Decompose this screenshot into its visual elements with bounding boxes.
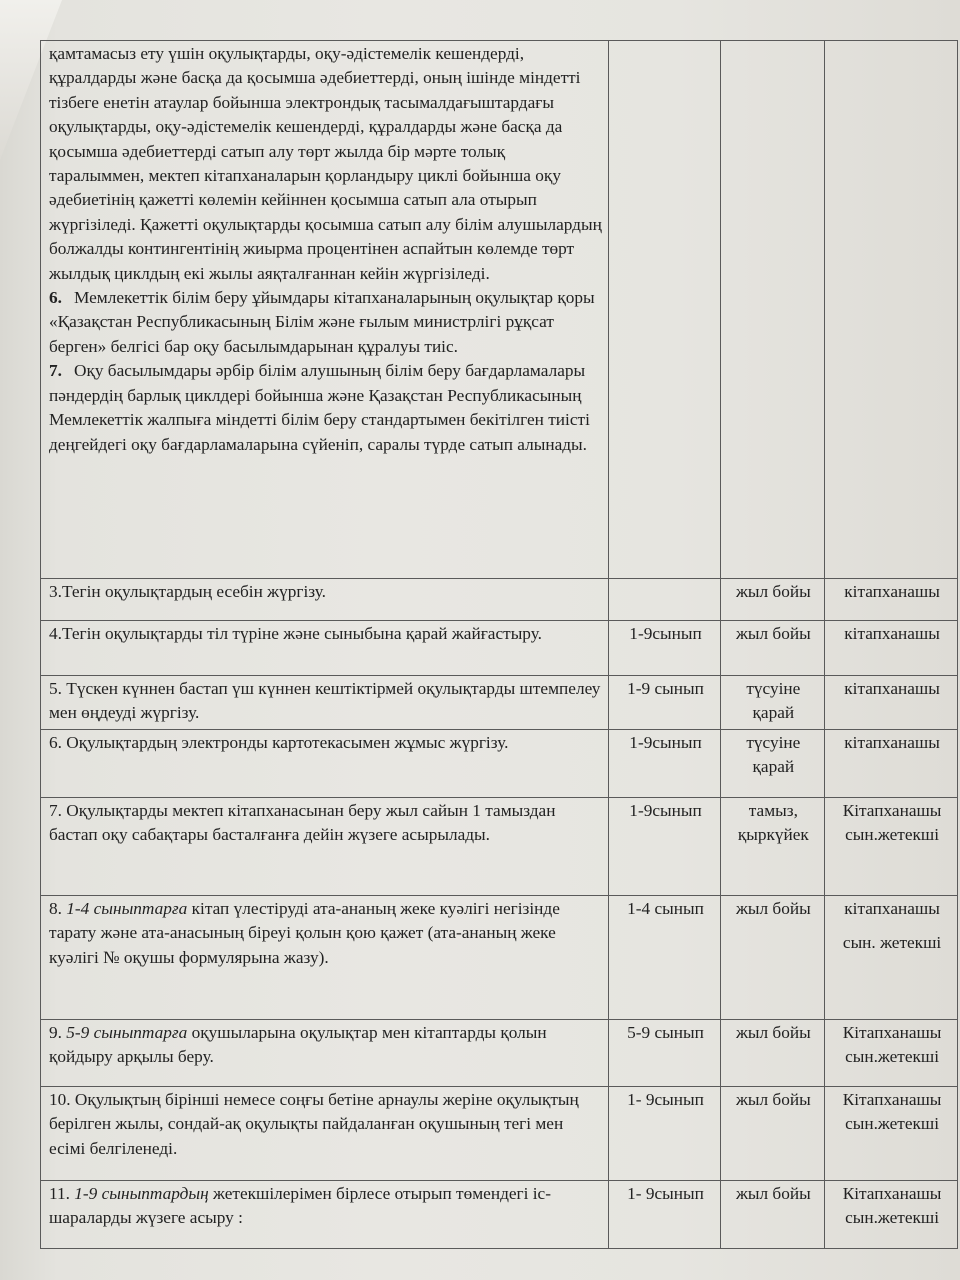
table-row-intro [41, 41, 958, 579]
table-row [41, 1086, 958, 1180]
point-6-number: 6. [49, 288, 62, 308]
task-text: 10. Оқулықтың бірінші немесе соңғы бетіне арнаулы жеріне оқулықтың берілген жылы, сондай-ақ оқулықты пайдаланған оқушының тегі мен есімі белгіленеді. [49, 1089, 579, 1158]
grade-cell: 1- 9сынып [609, 1086, 720, 1180]
responsible-cell: кітапханашы [825, 621, 958, 676]
task-number: 8. [49, 898, 67, 918]
task-text: 5. Түскен күннен бастап үш күннен кештіктірмей оқулықтарды штемпелеу мен өңдеуді жүргізу. [49, 679, 601, 723]
task-number: 11. [49, 1183, 75, 1203]
table-row [41, 1180, 958, 1248]
table-row [41, 1019, 958, 1086]
point-7 [49, 359, 602, 457]
grade-cell: 1- 9сынып [609, 1180, 720, 1248]
grade-cell: 1-9сынып [609, 621, 720, 676]
period-cell: жыл бойы [720, 1019, 825, 1086]
period-cell: жыл бойы [720, 1086, 825, 1180]
grade-cell: 1-4 сынып [609, 895, 720, 1019]
table-row [41, 729, 958, 797]
task-text: 7. Оқулықтарды мектеп кітапханасынан беру жыл сайын 1 тамыздан бастап оқу сабақтары басталғанға дейін жүзеге асырылады. [49, 800, 556, 845]
task-cell [41, 1086, 609, 1180]
task-italic-text: 5-9 сыныптарға [66, 1022, 188, 1042]
intro-paragraph: қамтамасыз ету үшін оқулықтарды, оқу-әдістемелік кешендерді, құралдарды және басқа да қосымша әдебиеттерді, оның ішінде міндетті тізбеге енетін атаулар бойынша электрондық тасымалдағыштардағы оқулықтарды, оқу-әдістемелік кешендерді, құралдарды және басқа да қосымша әдебиеттерді сатып алу төрт жылда бір мәрте толық таралыммен, мектеп кітапханаларын қорландыру циклі бойынша оқу әдебиетінің қажетті көлемін кейіннен қосымша сатып ала отырып жүргізіледі. Қажетті оқулықтарды қосымша сатып алу білім алушылардың болжалды контингентінің жиырма процентінен аспайтын көлемде төрт жылдық циклдың екі жылы аяқталғаннан кейін жүргізіледі. [49, 44, 602, 283]
task-text: оқушыларына оқулықтар мен кітаптарды қолын қойдыру арқылы беру. [49, 1022, 547, 1067]
task-cell [41, 621, 609, 676]
grade-cell: 1-9 сынып [609, 676, 720, 730]
task-number: 9. [49, 1022, 67, 1042]
table-row [41, 621, 958, 676]
responsible-cell [825, 895, 958, 1019]
period-cell: тамыз, қыркүйек [720, 797, 825, 895]
period-cell: жыл бойы [720, 895, 825, 1019]
task-cell [41, 797, 609, 895]
grade-cell [609, 579, 720, 621]
table-row [41, 895, 958, 1019]
grade-cell: 1-9сынып [609, 797, 720, 895]
task-italic-text: 1-4 сыныптарға [66, 898, 188, 918]
task-text: 3.Тегін оқулықтардың есебін жүргізу. [49, 582, 326, 601]
task-cell [41, 1180, 609, 1248]
intro-grade-cell [609, 41, 720, 579]
table-row [41, 579, 958, 621]
intro-resp-cell [825, 41, 958, 579]
intro-cell [41, 41, 609, 579]
task-text: кітап үлестіруді ата-ананың жеке куәлігі негізінде тарату және ата-анасының біреуі қолын қою қажет (ата-ананың жеке куәлігі № оқушы формулярына жазу). [49, 898, 560, 967]
table-row [41, 797, 958, 895]
point-7-number: 7. [49, 361, 62, 381]
responsible-cell: Кітапханашы сын.жетекші [825, 797, 958, 895]
task-cell [41, 895, 609, 1019]
intro-period-cell [720, 41, 825, 579]
task-italic-text: 1-9 сыныптардың [74, 1183, 209, 1203]
responsible-cell: кітапханашы [825, 579, 958, 621]
period-cell: жыл бойы [720, 621, 825, 676]
point-7-text: Оқу басылымдары әрбір білім алушының білім беру бағдарламалары пәндердің барлық циклдері бойынша және Қазақстан Республикасының Мемлекеттік жалпыға міндетті білім беру стандартымен бекітілген тиісті деңгейдегі оқу бағдарламаларына сүйеніп, саралы түрде сатып алынады. [49, 361, 590, 454]
responsible-librarian: кітапханашы [844, 898, 940, 918]
table-row [41, 676, 958, 730]
work-plan-table [40, 40, 958, 1249]
task-text: 6. Оқулықтардың электронды картотекасымен жұмыс жүргізу. [49, 732, 509, 752]
period-cell: жыл бойы [720, 579, 825, 621]
period-cell: түсуіне қарай [720, 676, 825, 730]
point-6-text: Мемлекеттік білім беру ұйымдары кітапханаларының оқулықтар қоры «Қазақстан Республикасының Білім және ғылым министрлігі рұқсат берген» белгісі бар оқу басылымдарынан құралуы тиіс. [49, 288, 595, 356]
period-cell: түсуіне қарай [720, 729, 825, 797]
task-cell [41, 729, 609, 797]
responsible-cell: Кітапханашы сын.жетекші [825, 1180, 958, 1248]
task-text: жетекшілерімен бірлесе отырып төмендегі іс-шараларды жүзеге асыру : [49, 1183, 551, 1228]
responsible-class-teacher: сын. жетекші [842, 933, 942, 953]
grade-cell: 1-9сынып [609, 729, 720, 797]
responsible-cell: Кітапханашы сын.жетекші [825, 1019, 958, 1086]
responsible-cell: Кітапханашы сын.жетекші [825, 1086, 958, 1180]
task-text: 4.Тегін оқулықтарды тіл түріне және сыныбына қарай жайғастыру. [49, 624, 542, 643]
point-6 [49, 286, 602, 359]
period-cell: жыл бойы [720, 1180, 825, 1248]
responsible-cell: кітапханашы [825, 729, 958, 797]
task-cell [41, 676, 609, 730]
task-cell [41, 579, 609, 621]
task-cell [41, 1019, 609, 1086]
responsible-cell: кітапханашы [825, 676, 958, 730]
grade-cell: 5-9 сынып [609, 1019, 720, 1086]
